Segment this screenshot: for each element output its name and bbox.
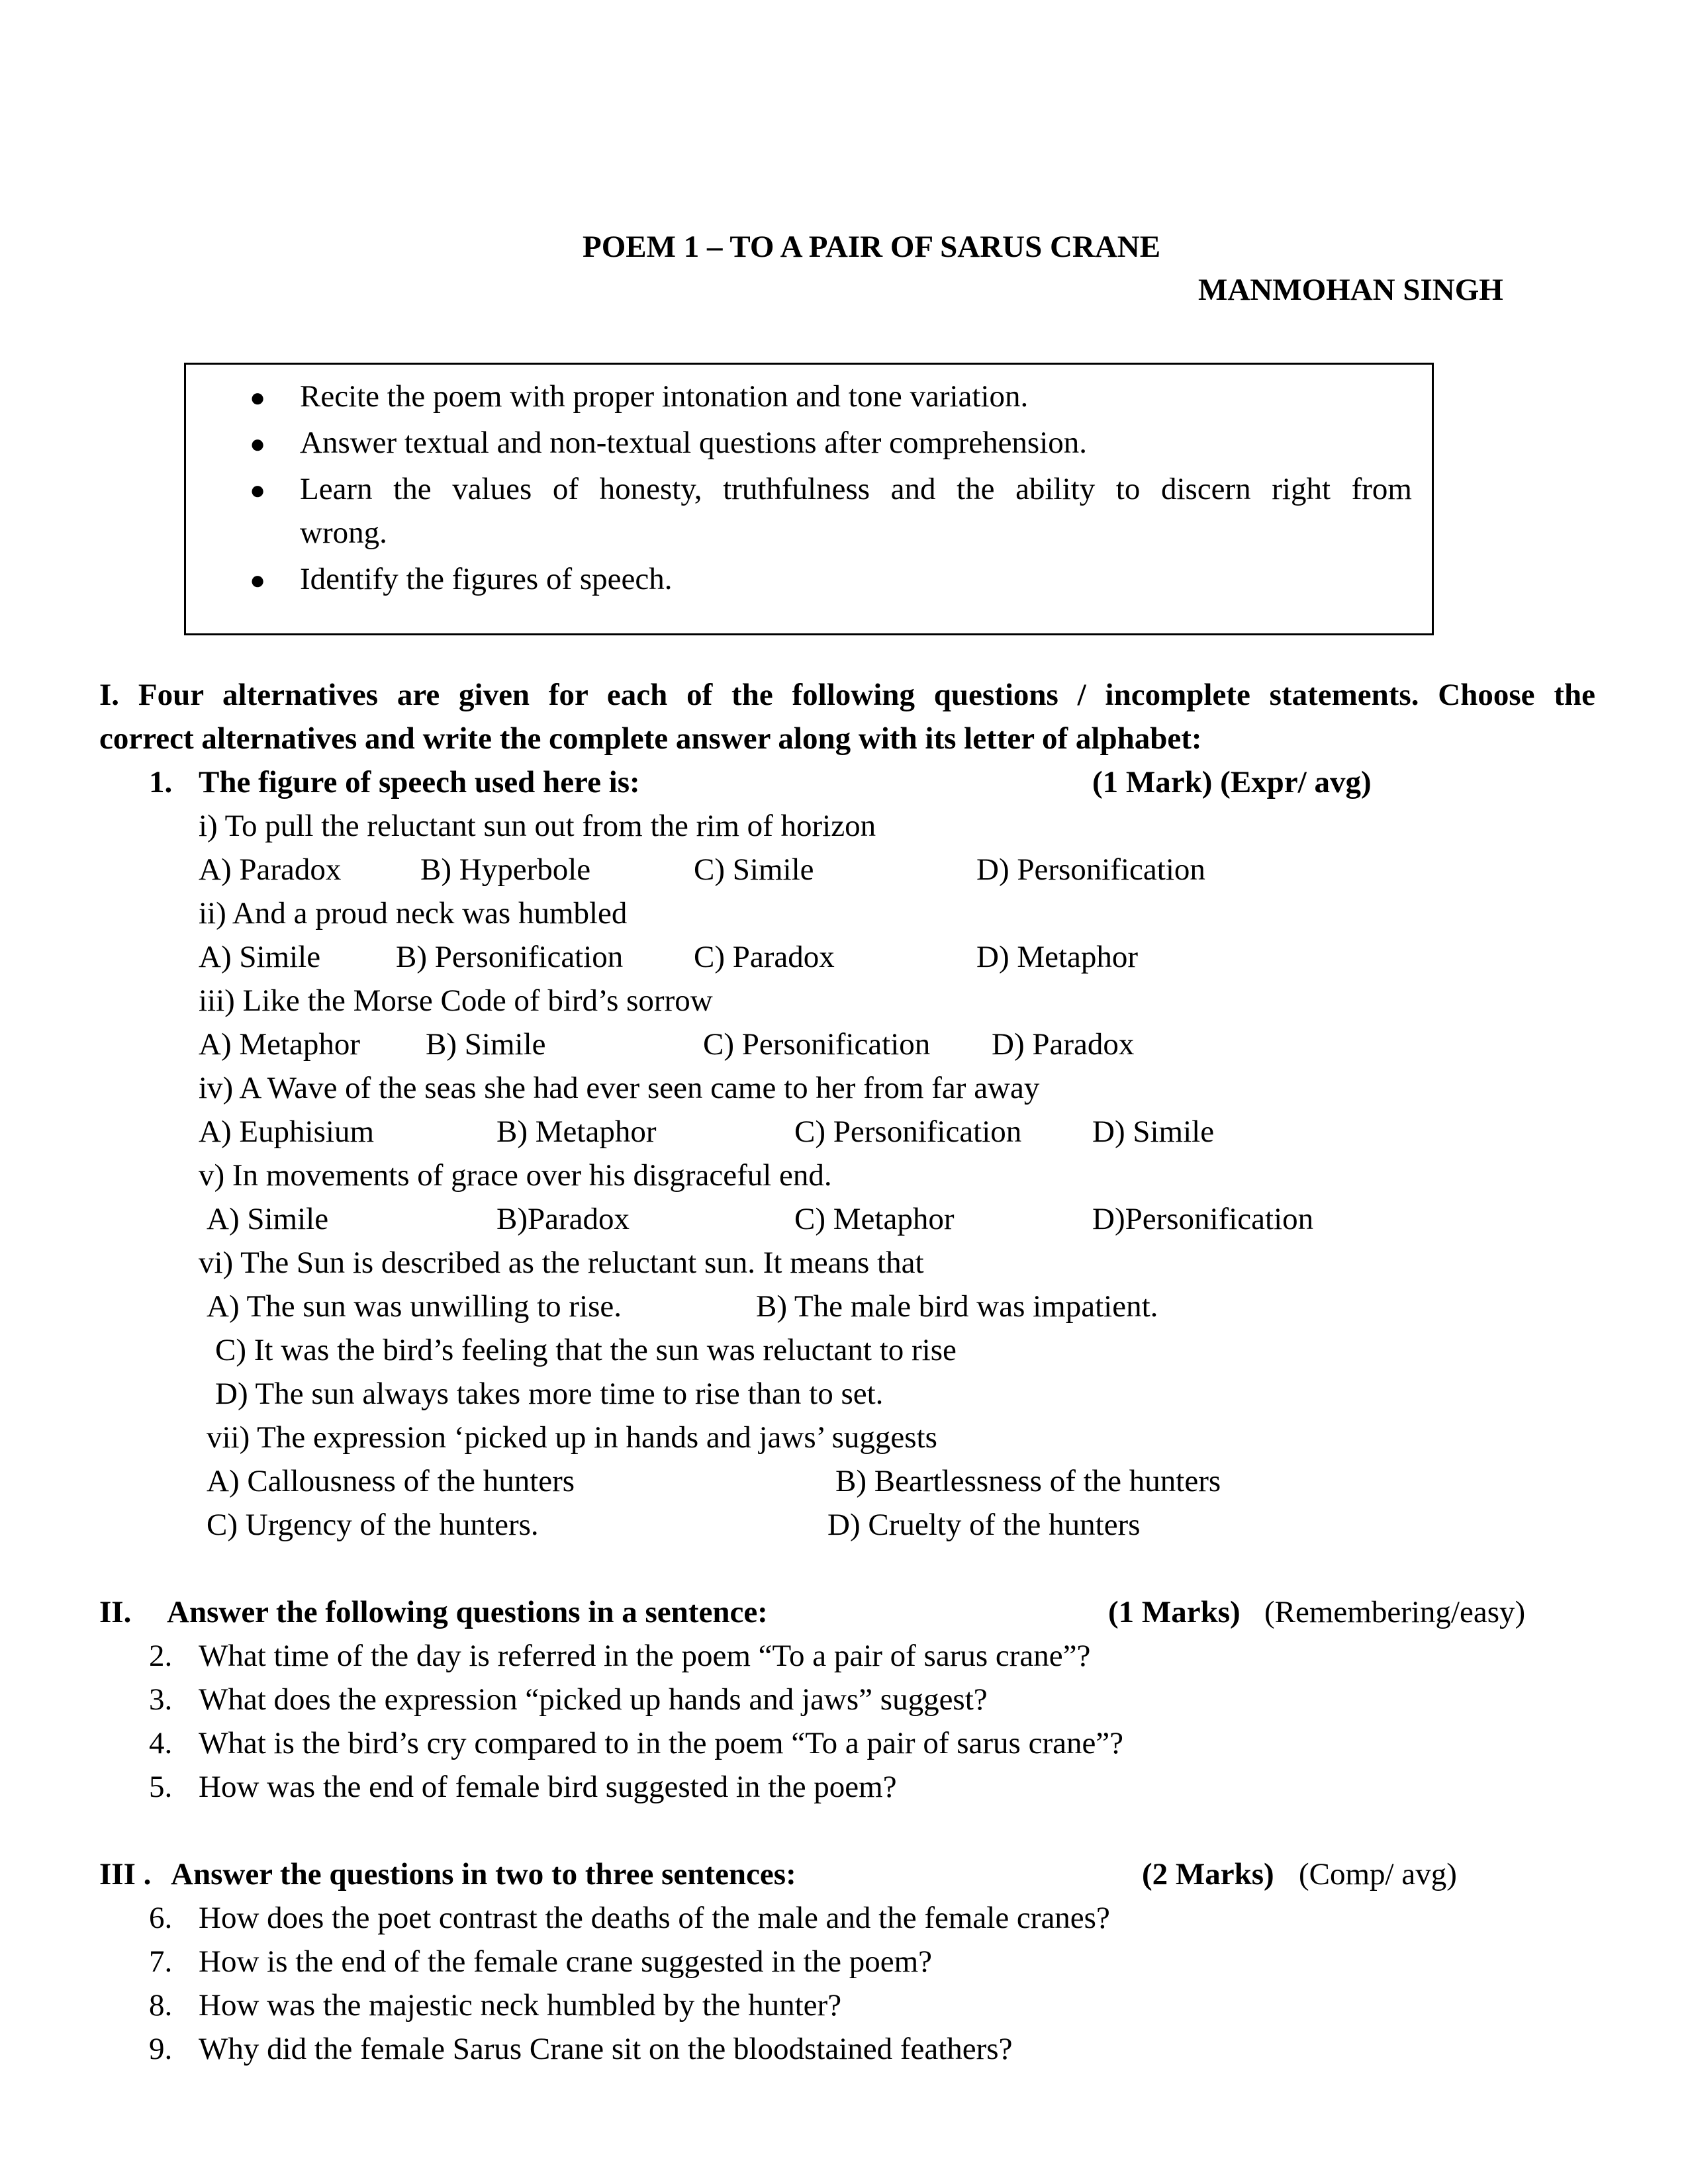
mcq-option: D) Cruelty of the hunters <box>827 1508 1141 1542</box>
question-number: 9. <box>149 2032 173 2066</box>
bullet-icon: ● <box>250 383 266 412</box>
section3-numeral: III . <box>99 1857 152 1891</box>
mcq-stem: ii) And a proud neck was humbled <box>199 896 628 931</box>
mcq-option: A) Paradox <box>199 852 342 887</box>
mcq-option: A) Metaphor <box>199 1027 361 1062</box>
mcq-option: B) Hyperbole <box>420 852 591 887</box>
section2-heading: Answer the following questions in a sentence: <box>167 1595 768 1629</box>
question-text: How is the end of the female crane suggested in the poem? <box>199 1944 933 1979</box>
question-text: What does the expression “picked up hands and jaws” suggest? <box>199 1682 988 1717</box>
question-text: What is the bird’s cry compared to in the poem “To a pair of sarus crane”? <box>199 1726 1124 1760</box>
question-text: How was the end of female bird suggested in the poem? <box>199 1770 897 1804</box>
section2-marks: (1 Marks) <box>1108 1595 1241 1629</box>
objective-item: Answer textual and non-textual questions after comprehension. <box>300 426 1088 460</box>
question-number: 3. <box>149 1682 173 1717</box>
section3-level: (Comp/ avg) <box>1299 1857 1457 1891</box>
mcq-option: B) Personification <box>396 940 624 974</box>
objectives-box <box>184 363 1434 635</box>
mcq-option: A) Simile <box>207 1202 329 1236</box>
poem-author: MANMOHAN SINGH <box>1198 273 1503 307</box>
mcq-stem: vi) The Sun is described as the reluctant sun. It means that <box>199 1246 924 1280</box>
question-number: 8. <box>149 1988 173 2023</box>
mcq-stem: v) In movements of grace over his disgraceful end. <box>199 1158 832 1193</box>
bullet-icon: ● <box>250 475 266 505</box>
mcq-option: D)Personification <box>1092 1202 1314 1236</box>
section3-marks: (2 Marks) <box>1142 1857 1274 1891</box>
mcq-stem: i) To pull the reluctant sun out from the rim of horizon <box>199 809 876 843</box>
mcq-option: C) Urgency of the hunters. <box>207 1508 539 1542</box>
mcq-stem: iv) A Wave of the seas she had ever seen came to her from far away <box>199 1071 1040 1105</box>
question-text: How does the poet contrast the deaths of the male and the female cranes? <box>199 1901 1110 1935</box>
mcq-option: B) Beartlessness of the hunters <box>835 1464 1221 1498</box>
mcq-option: C) It was the bird’s feeling that the sun was reluctant to rise <box>215 1333 957 1367</box>
bullet-icon: ● <box>250 429 266 459</box>
mcq-option: A) Callousness of the hunters <box>207 1464 575 1498</box>
section2-numeral: II. <box>99 1595 132 1629</box>
mcq-option: D) The sun always takes more time to rise than to set. <box>215 1377 884 1411</box>
mcq-stem: vii) The expression ‘picked up in hands and jaws’ suggests <box>207 1420 937 1455</box>
mcq-option: C) Simile <box>694 852 814 887</box>
mcq-option: D) Personification <box>976 852 1205 887</box>
question-number: 4. <box>149 1726 173 1760</box>
mcq-option: B) The male bird was impatient. <box>756 1289 1158 1324</box>
question-number: 7. <box>149 1944 173 1979</box>
poem-title: POEM 1 – TO A PAIR OF SARUS CRANE <box>583 230 1161 264</box>
question-number: 5. <box>149 1770 173 1804</box>
question-text: How was the majestic neck humbled by the hunter? <box>199 1988 842 2023</box>
section1-instruction-cont: correct alternatives and write the complete answer along with its letter of alphabet: <box>99 721 1202 756</box>
mcq-option: A) Simile <box>199 940 321 974</box>
section3-heading: Answer the questions in two to three sentences: <box>171 1857 796 1891</box>
mcq-option: D) Simile <box>1092 1115 1215 1149</box>
section2-level: (Remembering/easy) <box>1264 1595 1526 1629</box>
mcq-option: C) Personification <box>794 1115 1022 1149</box>
question-text: Why did the female Sarus Crane sit on the bloodstained feathers? <box>199 2032 1013 2066</box>
mcq-option: C) Paradox <box>694 940 835 974</box>
mcq-option: C) Personification <box>703 1027 931 1062</box>
objective-item: Recite the poem with proper intonation and tone variation. <box>300 379 1029 414</box>
mcq-option: A) Euphisium <box>199 1115 375 1149</box>
mcq-option: C) Metaphor <box>794 1202 955 1236</box>
mcq-option: D) Metaphor <box>976 940 1139 974</box>
objective-item: Learn the values of honesty, truthfulness and the ability to discern right from <box>300 472 1412 506</box>
section1-instruction: I. Four alternatives are given for each of the following questions / incomplete statements. Choose the <box>99 678 1595 712</box>
objective-item: Identify the figures of speech. <box>300 562 673 596</box>
question-number: 2. <box>149 1639 173 1673</box>
mcq-option: D) Paradox <box>992 1027 1135 1062</box>
question-number: 1. <box>149 765 173 799</box>
question-text: The figure of speech used here is: <box>199 765 640 799</box>
mcq-option: B)Paradox <box>496 1202 630 1236</box>
mcq-option: B) Metaphor <box>496 1115 657 1149</box>
bullet-icon: ● <box>250 565 266 595</box>
question-marks: (1 Mark) (Expr/ avg) <box>1092 765 1372 799</box>
objective-item-continued: wrong. <box>300 516 387 550</box>
mcq-option: B) Simile <box>426 1027 546 1062</box>
mcq-option: A) The sun was unwilling to rise. <box>207 1289 622 1324</box>
question-number: 6. <box>149 1901 173 1935</box>
question-text: What time of the day is referred in the poem “To a pair of sarus crane”? <box>199 1639 1091 1673</box>
mcq-stem: iii) Like the Morse Code of bird’s sorrow <box>199 983 713 1018</box>
